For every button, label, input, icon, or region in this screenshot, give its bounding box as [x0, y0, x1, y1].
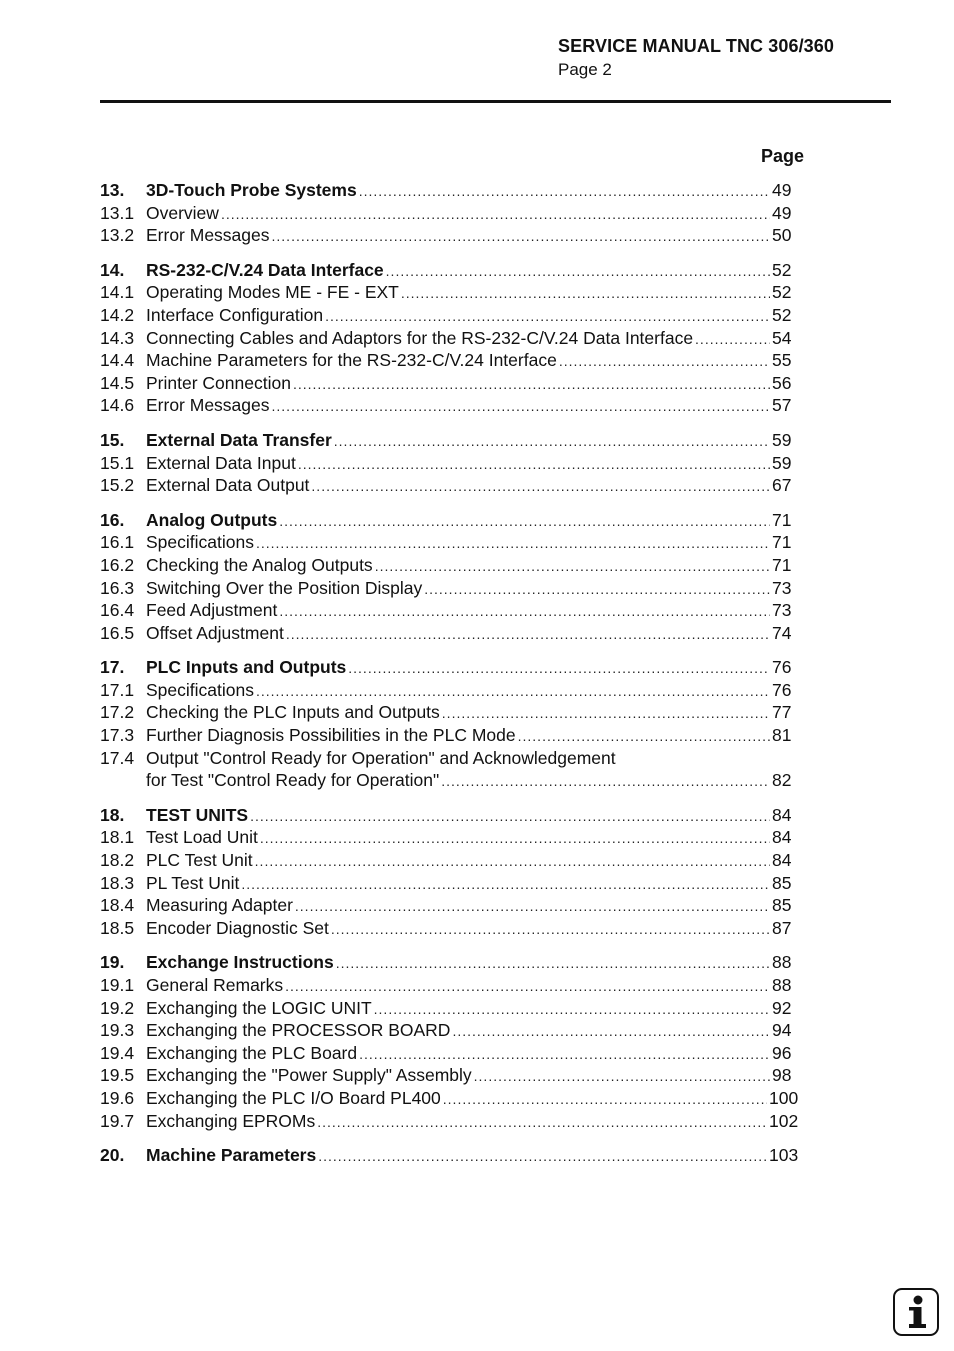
- toc-entry-number: 14.6: [100, 395, 135, 416]
- toc-entry-title: Error Messages: [146, 395, 270, 416]
- toc-item-row: [100, 918, 802, 941]
- dot-leader: [336, 955, 770, 971]
- dot-leader: [374, 1001, 770, 1017]
- dot-leader: [474, 1068, 770, 1084]
- toc-entry-number: 18.: [100, 804, 125, 825]
- dot-leader: [272, 228, 770, 244]
- toc-entry-page: 52: [772, 282, 792, 303]
- toc-item-row: [100, 203, 802, 226]
- toc-entry-title: Measuring Adapter: [146, 895, 293, 916]
- toc-entry-page: 57: [772, 395, 792, 416]
- dot-leader: [518, 728, 770, 744]
- toc-entry-title: for Test "Control Ready for Operation": [146, 770, 440, 791]
- toc-chapter-row: [100, 180, 802, 203]
- toc-entry-title: External Data Input: [146, 452, 296, 473]
- toc-entry-title: Encoder Diagnostic Set: [146, 917, 329, 938]
- toc-entry-title: RS-232-C/V.24 Data Interface: [146, 259, 384, 280]
- toc-entry-title: PL Test Unit: [146, 872, 240, 893]
- toc-item-row: [100, 328, 802, 351]
- toc-entry-title: Interface Configuration: [146, 304, 324, 325]
- toc-item-row: [100, 350, 802, 373]
- toc-item-row: [100, 975, 802, 998]
- dot-leader: [272, 398, 770, 414]
- toc-entry-title: Exchanging the LOGIC UNIT: [146, 997, 372, 1018]
- toc-item-row: [100, 225, 802, 248]
- toc-chapter-row: [100, 510, 802, 533]
- toc-entry-page: 56: [772, 372, 792, 393]
- toc-entry-page: 71: [772, 554, 792, 575]
- toc-item-row: [100, 1065, 802, 1088]
- toc-item-row: [100, 1043, 802, 1066]
- info-icon: [893, 1288, 939, 1336]
- toc-entry-title: Further Diagnosis Possibilities in the PLC Mode: [146, 725, 516, 746]
- toc-entry-page: 84: [772, 850, 792, 871]
- dot-leader: [311, 478, 770, 494]
- toc-chapter-row: [100, 1145, 802, 1168]
- toc-entry-number: 18.2: [100, 850, 135, 871]
- toc-entry-number: 15.1: [100, 452, 135, 473]
- toc-entry-number: 19.1: [100, 975, 135, 995]
- toc-item-row: [100, 873, 802, 896]
- dot-leader: [452, 1023, 770, 1039]
- toc-entry-page: 73: [772, 577, 792, 598]
- toc-entry-title: Exchanging EPROMs: [146, 1110, 316, 1131]
- dot-leader: [293, 376, 770, 392]
- toc-entry-title: Machine Parameters for the RS-232-C/V.24 Interface: [146, 350, 557, 371]
- toc-entry-title: Operating Modes ME - FE - EXT: [146, 282, 399, 303]
- dot-leader: [279, 513, 770, 529]
- dot-leader: [279, 603, 770, 619]
- toc-entry-title: External Data Output: [146, 475, 310, 496]
- toc-entry-number: 19.2: [100, 997, 135, 1018]
- toc-entry-page: 67: [772, 475, 792, 496]
- manual-title: SERVICE MANUAL TNC 306/360: [558, 36, 835, 56]
- toc-entry-title: Offset Adjustment: [146, 622, 284, 643]
- toc-section: [100, 1145, 802, 1168]
- toc-entry-page: 73: [772, 600, 792, 621]
- toc-item-row: [100, 532, 802, 555]
- dot-leader: [255, 853, 770, 869]
- toc-entry-number: 19.3: [100, 1020, 135, 1041]
- toc-entry-page: 103: [769, 1145, 799, 1166]
- dot-leader: [401, 285, 770, 301]
- dot-leader: [334, 433, 770, 449]
- toc-entry-page: 88: [772, 975, 792, 995]
- toc-section: [100, 430, 802, 498]
- dot-leader: [241, 876, 770, 892]
- dot-leader: [442, 705, 770, 721]
- toc-entry-title: Checking the PLC Inputs and Outputs: [146, 702, 440, 723]
- dot-leader: [441, 773, 770, 789]
- toc-section: [100, 180, 802, 248]
- toc-entry-number: 19.4: [100, 1042, 135, 1063]
- toc-entry-page: 81: [772, 725, 792, 746]
- toc-item-row: [100, 282, 802, 305]
- dot-leader: [250, 808, 770, 824]
- toc-entry-number: 16.2: [100, 554, 135, 575]
- toc-chapter-row: [100, 430, 802, 453]
- toc-entry-page: 54: [772, 327, 792, 348]
- toc-entry-number: 14.3: [100, 327, 135, 348]
- toc-entry-page: 84: [772, 804, 792, 825]
- toc-entry-page: 85: [772, 872, 792, 893]
- toc-entry-title: Error Messages: [146, 225, 270, 246]
- toc-entry-title: Switching Over the Position Display: [146, 577, 423, 598]
- toc-chapter-row: [100, 260, 802, 283]
- toc-entry-title: 3D-Touch Probe Systems: [146, 180, 357, 200]
- toc-entry-page: 87: [772, 917, 792, 938]
- toc-entry-number: 15.2: [100, 475, 135, 496]
- toc-entry-number: 18.5: [100, 917, 135, 938]
- toc-entry-page: 50: [772, 225, 792, 246]
- toc-entry-title: TEST UNITS: [146, 804, 249, 825]
- toc-entry-number: 17.1: [100, 679, 135, 700]
- dot-leader: [559, 353, 770, 369]
- toc-section: [100, 657, 802, 793]
- toc-item-row: [100, 395, 802, 418]
- toc-entry-number: 13.2: [100, 225, 135, 246]
- toc-entry-number: 17.4: [100, 747, 135, 768]
- toc-entry-page: 76: [772, 657, 792, 678]
- toc-entry-number: 19.5: [100, 1065, 135, 1086]
- toc-item-row: [100, 578, 802, 601]
- toc-entry-page: 52: [772, 259, 792, 280]
- dot-leader: [325, 308, 770, 324]
- toc-entry-page: 77: [772, 702, 792, 723]
- toc-item-row: [100, 725, 802, 748]
- toc-entry-number: 14.1: [100, 282, 135, 303]
- toc-entry-number: 13.: [100, 180, 125, 200]
- toc-item-row: [100, 998, 802, 1021]
- dot-leader: [260, 830, 770, 846]
- toc-entry-title: Test Load Unit: [146, 827, 258, 848]
- dot-leader: [286, 626, 770, 642]
- toc-item-row: [100, 373, 802, 396]
- toc-entry-page: 74: [772, 622, 792, 643]
- toc-item-row: [100, 850, 802, 873]
- toc-chapter-row: [100, 952, 802, 975]
- toc-entry-page: 88: [772, 952, 792, 973]
- toc-entry-title: Exchange Instructions: [146, 952, 334, 973]
- toc-entry-number: 14.4: [100, 350, 135, 371]
- dot-leader: [348, 660, 770, 676]
- toc-item-row: [100, 475, 802, 498]
- toc-entry-page: 100: [769, 1087, 799, 1108]
- toc-entry-title: Checking the Analog Outputs: [146, 554, 373, 575]
- dot-leader: [386, 263, 770, 279]
- toc-entry-number: 14.2: [100, 304, 135, 325]
- toc-entry-title: Exchanging the PLC Board: [146, 1042, 358, 1063]
- toc-entry-page: 71: [772, 532, 792, 553]
- toc-entry-page: 76: [772, 679, 792, 700]
- toc-entry-title: PLC Inputs and Outputs: [146, 657, 347, 678]
- toc-entry-number: 14.5: [100, 372, 135, 393]
- toc-item-row: [100, 895, 802, 918]
- toc-entry-number: 16.4: [100, 600, 135, 621]
- header-rule: [100, 100, 891, 103]
- toc-entry-page: 94: [772, 1020, 792, 1041]
- toc-entry-title: Exchanging the PLC I/O Board PL400: [146, 1087, 441, 1108]
- toc-entry-number: 18.4: [100, 895, 135, 916]
- toc-entry-title: Connecting Cables and Adaptors for the RS-232-C/V.24 Data Interface: [146, 327, 694, 348]
- toc-entry-number: 16.5: [100, 622, 135, 643]
- toc-entry-number: 13.1: [100, 202, 135, 223]
- dot-leader: [256, 535, 770, 551]
- toc-entry-page: 85: [772, 895, 792, 916]
- toc-item-row: [100, 770, 802, 793]
- toc-entry-number: 16.: [100, 509, 125, 530]
- toc-entry-page: 82: [772, 770, 792, 791]
- toc-entry-title: Exchanging the PROCESSOR BOARD: [146, 1020, 451, 1041]
- toc-entry-number: 17.3: [100, 725, 135, 746]
- toc-entry-number: 18.3: [100, 872, 135, 893]
- toc-entry-page: 98: [772, 1065, 792, 1086]
- dot-leader: [295, 898, 770, 914]
- toc-entry-number: 18.1: [100, 827, 135, 848]
- toc-item-row: [100, 702, 802, 725]
- toc-entry-page: 49: [772, 180, 792, 200]
- toc-section: [100, 260, 802, 418]
- toc-entry-number: 19.7: [100, 1110, 135, 1131]
- toc-entry-page: 55: [772, 350, 792, 371]
- toc-entry-page: 49: [772, 202, 792, 223]
- toc-entry-title: External Data Transfer: [146, 429, 332, 450]
- toc-entry-page: 102: [769, 1110, 799, 1131]
- toc-entry-title: Analog Outputs: [146, 509, 278, 530]
- toc-item-row: [100, 827, 802, 850]
- toc-entry-page: 92: [772, 997, 792, 1018]
- toc-chapter-row: [100, 657, 802, 680]
- dot-leader: [318, 1148, 767, 1164]
- toc-entry-page: 59: [772, 452, 792, 473]
- toc-item-row: [100, 680, 802, 703]
- toc-item-row: [100, 600, 802, 623]
- toc-entry-page: 52: [772, 304, 792, 325]
- dot-leader: [443, 1091, 767, 1107]
- toc-item-row: [100, 555, 802, 578]
- toc-item-row: [100, 1111, 802, 1134]
- toc-item-row: [100, 453, 802, 476]
- dot-leader: [317, 1114, 767, 1130]
- dot-leader: [359, 1046, 770, 1062]
- toc-entry-number: 17.2: [100, 702, 135, 723]
- dot-leader: [375, 558, 770, 574]
- toc-entry-number: 19.: [100, 952, 125, 973]
- toc-section: [100, 510, 802, 646]
- toc-entry-number: 20.: [100, 1145, 125, 1166]
- dot-leader: [331, 921, 770, 937]
- toc-entry-page: 84: [772, 827, 792, 848]
- toc-entry-title: Specifications: [146, 679, 254, 700]
- dot-leader: [359, 183, 770, 199]
- toc-entry-number: 19.6: [100, 1087, 135, 1108]
- toc-entry-title: Output "Control Ready for Operation" and Acknowledgement: [146, 747, 616, 768]
- toc-item-row: [100, 305, 802, 328]
- toc-item-row: [100, 748, 802, 771]
- toc-chapter-row: [100, 805, 802, 828]
- toc-entry-title: Feed Adjustment: [146, 600, 278, 621]
- toc-entry-number: 17.: [100, 657, 125, 678]
- toc-entry-number: 15.: [100, 429, 125, 450]
- dot-leader: [285, 978, 770, 994]
- toc-entry-number: 16.3: [100, 577, 135, 598]
- toc-entry-page: 59: [772, 429, 792, 450]
- page-header: [558, 36, 834, 80]
- toc-entry-page: 96: [772, 1042, 792, 1063]
- page-column-label: Page: [761, 146, 805, 166]
- toc-entry-title: Printer Connection: [146, 372, 291, 393]
- toc-item-row: [100, 623, 802, 646]
- dot-leader: [695, 331, 770, 347]
- toc-section: [100, 952, 802, 1133]
- toc-entry-page: 71: [772, 509, 792, 530]
- toc-entry-title: PLC Test Unit: [146, 850, 253, 871]
- toc-entry-number: 16.1: [100, 532, 135, 553]
- toc-entry-title: Overview: [146, 202, 219, 223]
- toc-entry-number: 14.: [100, 259, 125, 280]
- toc-entry-title: General Remarks: [146, 975, 284, 995]
- toc-item-row: [100, 1088, 802, 1111]
- page-number: Page 2: [558, 60, 612, 79]
- toc-entry-title: Exchanging the "Power Supply" Assembly: [146, 1065, 472, 1086]
- toc-item-row: [100, 1020, 802, 1043]
- toc-entry-title: Specifications: [146, 532, 254, 553]
- table-of-contents: [100, 180, 802, 1180]
- dot-leader: [424, 581, 770, 597]
- dot-leader: [256, 683, 770, 699]
- dot-leader: [298, 456, 770, 472]
- dot-leader: [221, 206, 770, 222]
- toc-section: [100, 805, 802, 941]
- toc-entry-title: Machine Parameters: [146, 1145, 317, 1166]
